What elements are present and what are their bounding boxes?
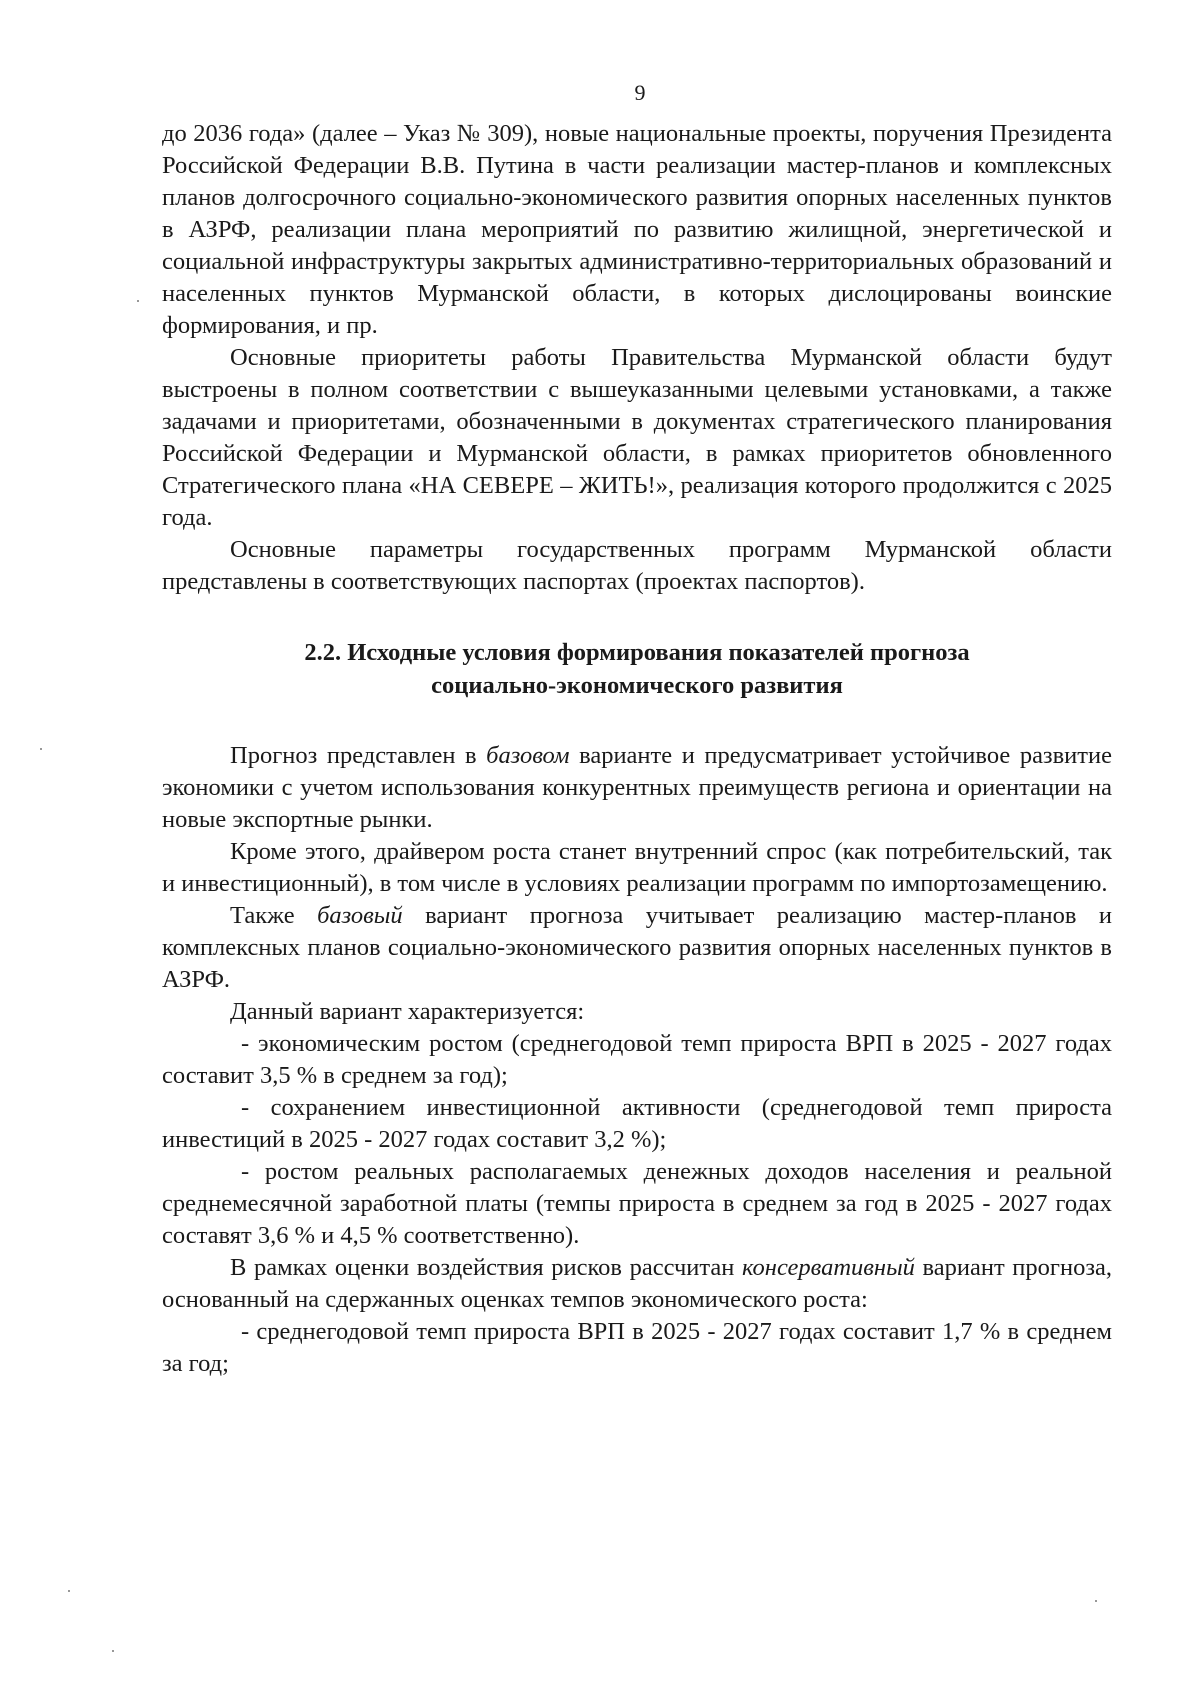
- scan-speck: [40, 748, 42, 750]
- list-item-investment: - сохранением инвестиционной активности (среднегодовой темп прироста инвестиций в 2025 - 2027 годах составит 3,2 %);: [162, 1094, 1112, 1153]
- scan-speck: [1095, 1600, 1097, 1602]
- section-heading: [162, 636, 1112, 702]
- scan-speck: [137, 300, 139, 302]
- emphasis-conservative: консервативный: [742, 1254, 915, 1281]
- paragraph-forecast-base: [162, 740, 1112, 836]
- paragraph-programs: Основные параметры государственных программ Мурманской области представлены в соответствующих паспортах (проектах паспортов).: [162, 536, 1112, 595]
- page-number: 9: [634, 80, 646, 105]
- paragraph-conservative: [162, 1252, 1112, 1316]
- emphasis-base: базовом: [486, 742, 570, 769]
- list-item-conservative-grp: - среднегодовой темп прироста ВРП в 2025 - 2027 годах составит 1,7 % в среднем за год;: [162, 1318, 1112, 1377]
- text-run: вариант прогноза, основанный на сдержанных оценках темпов экономического роста:: [162, 1254, 1113, 1313]
- text-run: вариант прогноза учитывает реализацию мастер-планов и комплексных планов социально-экономического развития опорных населенных пунктов в АЗРФ.: [162, 902, 1112, 993]
- paragraph-master-plans: [162, 900, 1112, 996]
- scan-speck: [112, 1650, 114, 1652]
- scan-speck: [68, 1590, 70, 1592]
- text-run: В рамках оценки воздействия рисков рассчитан: [230, 1254, 743, 1281]
- paragraph-characterized: Данный вариант характеризуется:: [230, 998, 585, 1025]
- emphasis-base-variant: базовый: [317, 902, 403, 929]
- document-body: [162, 118, 1112, 1380]
- paragraph-priorities: Основные приоритеты работы Правительства Мурманской области будут выстроены в полном соответствии с вышеуказанными целевыми установками, а также задачами и приоритетами, обозначенными в документах стратегического планирования Российской Федерации и Мурманской области, в рамках приоритетов обновленного Стратегического плана «НА СЕВЕРЕ – ЖИТЬ!», реализация которого продолжится с 2025 года.: [162, 344, 1112, 531]
- section-heading-line-2: социально-экономического развития: [431, 672, 843, 699]
- paragraph-demand-driver: Кроме этого, драйвером роста станет внутренний спрос (как потребительский, так и инвестиционный), в том числе в условиях реализации программ по импортозамещению.: [162, 838, 1112, 897]
- text-run: варианте и предусматривает устойчивое развитие экономики с учетом использования конкурентных преимуществ региона и ориентации на новые экспортные рынки.: [162, 742, 1112, 833]
- list-item-income: - ростом реальных располагаемых денежных доходов населения и реальной среднемесячной заработной платы (темпы прироста в среднем за год в 2025 - 2027 годах составят 3,6 % и 4,5 % соответственно).: [162, 1158, 1112, 1249]
- list-item-grp-growth: - экономическим ростом (среднегодовой темп прироста ВРП в 2025 - 2027 годах составит 3,5 % в среднем за год);: [162, 1030, 1112, 1089]
- section-heading-line-1: 2.2. Исходные условия формирования показателей прогноза: [304, 639, 970, 666]
- text-run: Также: [230, 902, 318, 929]
- text-run: Прогноз представлен в: [230, 742, 487, 769]
- paragraph-continuation: до 2036 года» (далее – Указ № 309), новые национальные проекты, поручения Президента Российской Федерации В.В. Путина в части реализации мастер-планов и комплексных планов долгосрочного социально-экономического развития опорных населенных пунктов в АЗРФ, реализации плана мероприятий по развитию жилищной, энергетической и социальной инфраструктуры закрытых административно-территориальных образований и населенных пунктов Мурманской области, в которых дислоцированы воинские формирования, и пр.: [162, 120, 1112, 339]
